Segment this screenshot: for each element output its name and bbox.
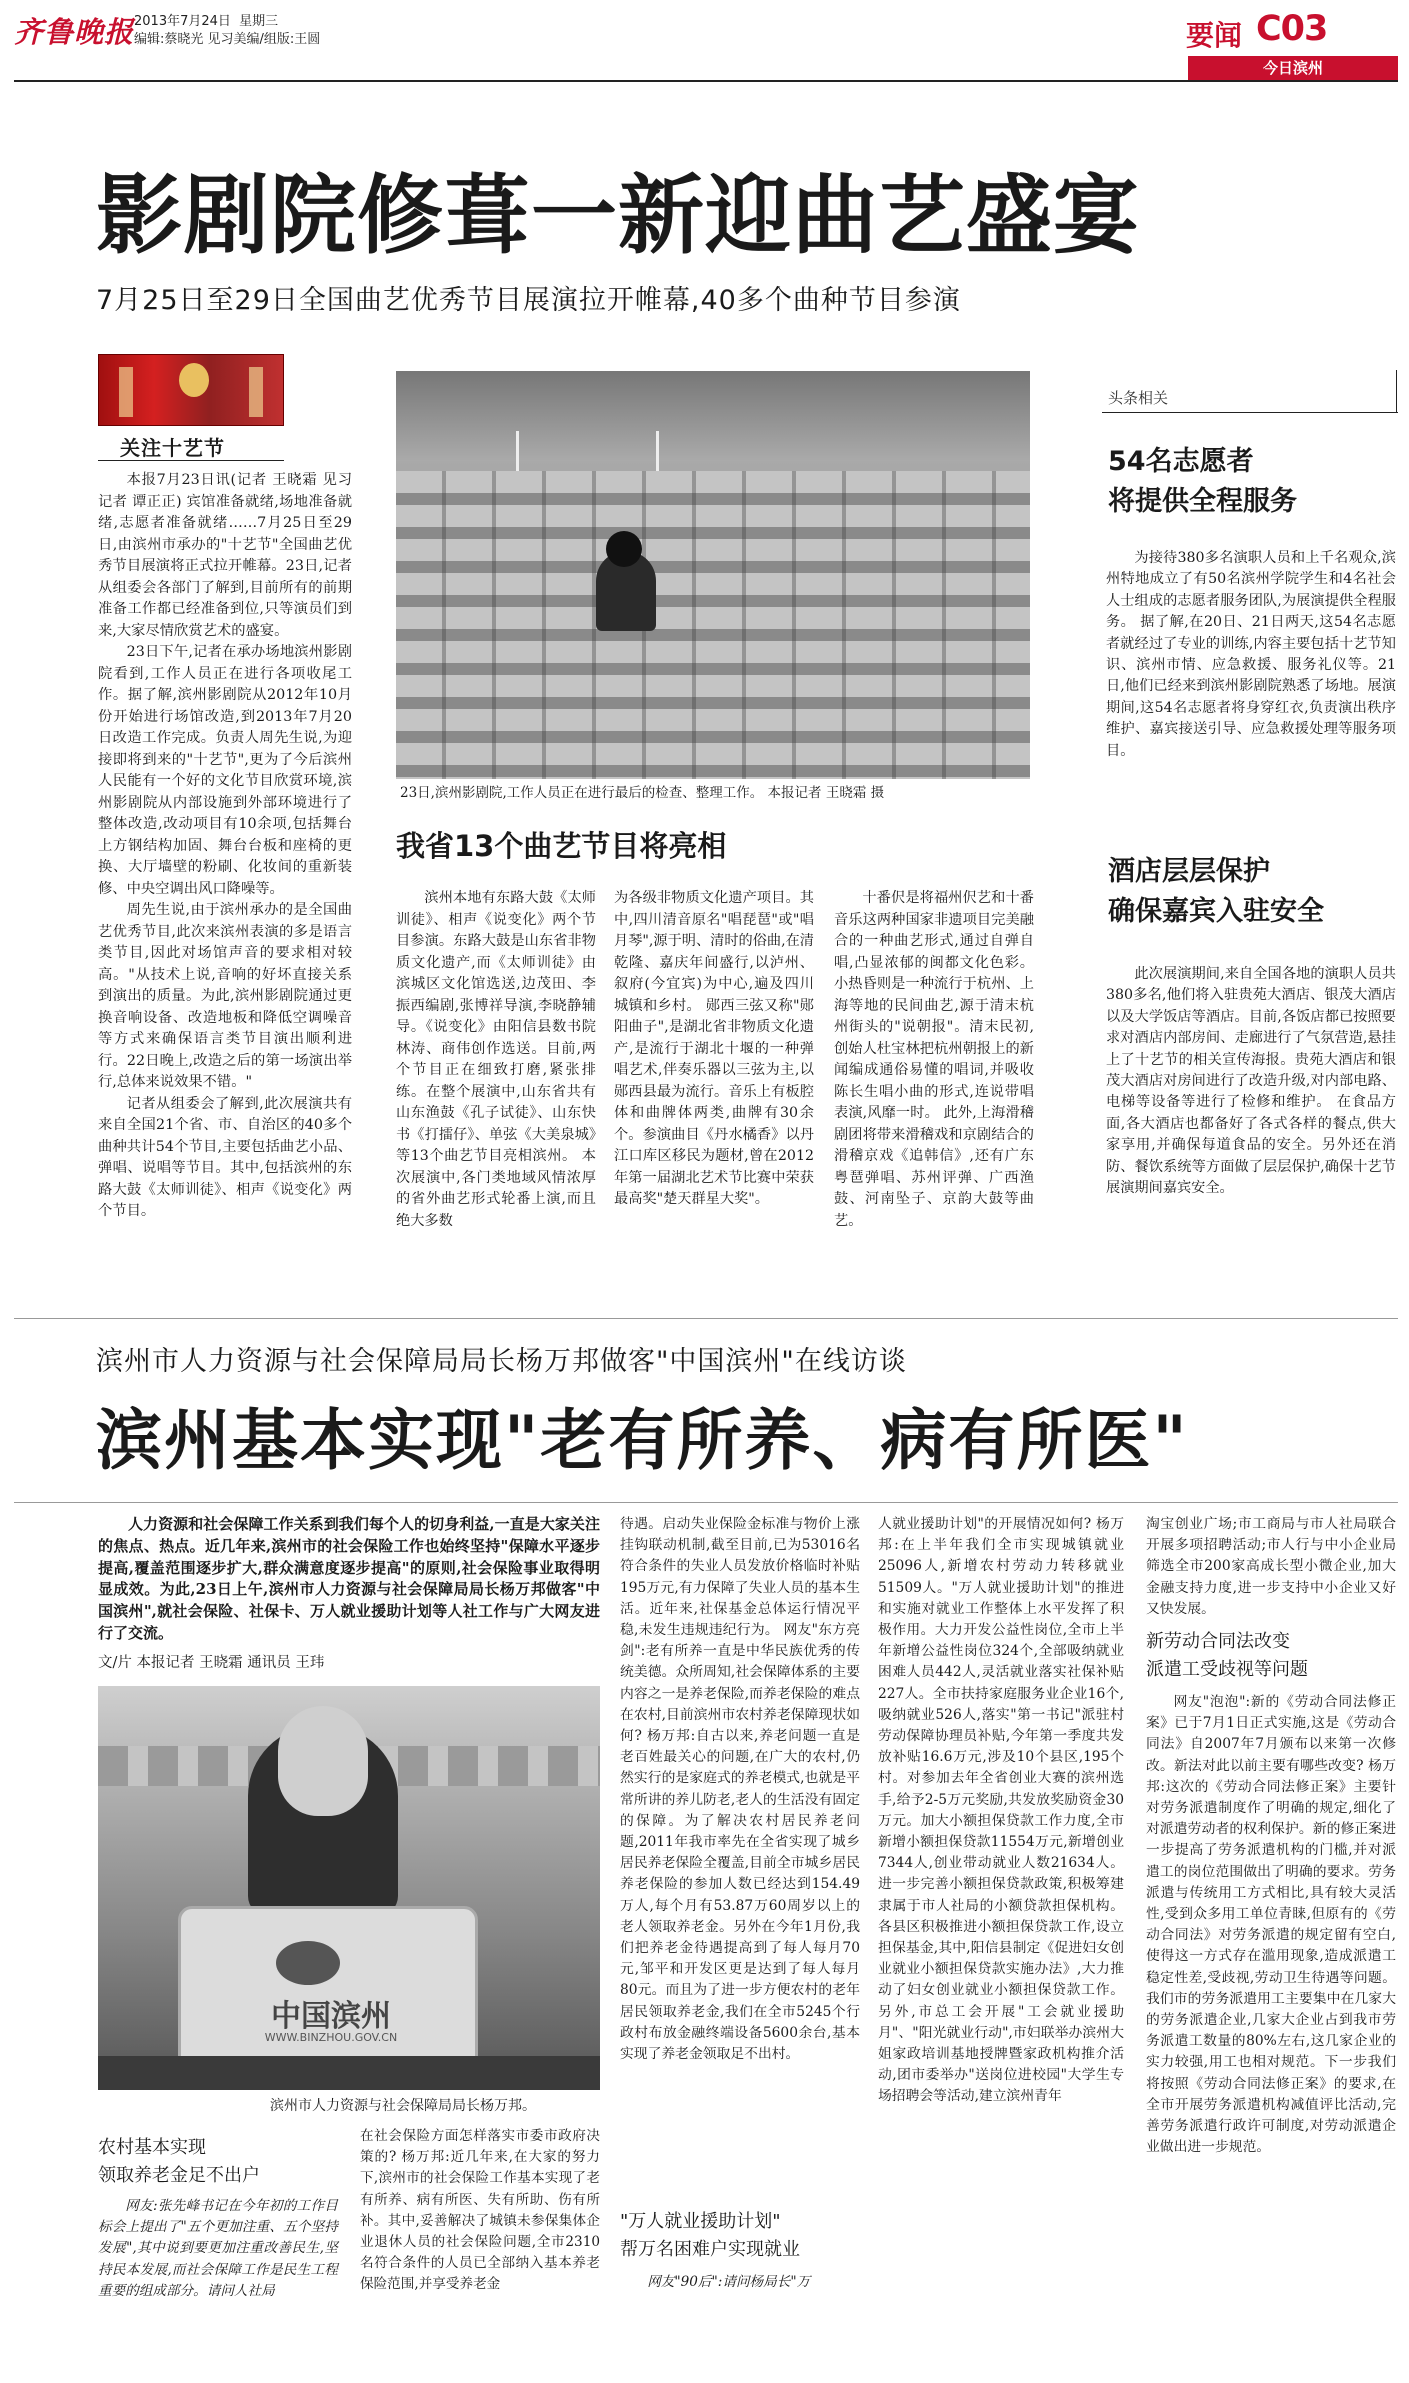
story2-subhead-1a: 农村基本实现 — [98, 2137, 206, 2158]
story2-subhead-1 — [98, 2134, 260, 2190]
story1-column-1 — [98, 470, 352, 1223]
sidebar-headline-2 — [1108, 852, 1324, 932]
editors-line: 编辑:蔡晓光 见习美编/组版:王圆 — [134, 32, 321, 47]
story2-column-b: 待遇。启动失业保险金标准与物价上涨挂钩联动机制,截至目前,已为53016名符合条件的失业人员发放价格临时补贴195万元,有力保障了失业人员的基本生活。近年来,社保基金总体运行情况平稳,未发生违规违纪行为。 网友"东方亮剑":老有所养一直是中华民族优秀的传统美德。众所周知,社会保障体系的主要内容之一是养老保险,而养老保险的难点在农村,目前滨州市农村养老保障现状如何? 杨万邦:自古以来,养老问题一直是老百姓最关心的问题,在广大的农村,仍然实行的是家庭式的养老模式,也就是平常所讲的养儿防老,老人的生活没有固定的保障。为了解决农村居民养老问题,2011年我市率先在全省实现了城乡居民养老保险全覆盖,目前全市城乡居民养老保险的参加人数已经达到154.49万人,每个月有53.87万60周岁以上的老人领取养老金。另外在今年1月份,我们把养老金待遇提高到了每人每月70元,邹平和开发区更是达到了每人每月80元。而且为了进一步方便农村的老年居民领取养老金,我们在全市5245个行政村布放金融终端设备5600余台,基本实现了养老金领取足不出村。 — [620, 1516, 860, 2063]
story2-subhead-3a: 新劳动合同法改变 — [1146, 1631, 1290, 1652]
story2-col1-tail: 网友:张先峰书记在今年初的工作目标会上提出了"五个更加注重、五个坚持发展",其中说到要更加注重改善民生,坚持民本发展,而社会保障工作是民生工程重要的组成部分。请问人社局 — [98, 2198, 338, 2299]
sub-column-1: 滨州本地有东路大鼓《太师训徒》、相声《说变化》两个节目参演。东路大鼓是山东省非物质文化遗产,而《太师训徒》由滨城区文化馆选送,边茂田、李振西编剧,张博祥导演,李晓静辅导。《说变化》由阳信县数书院林涛、商伟创作选送。目前,两个节目正在细致打磨,紧张排练。在整个展演中,山东省共有山东渔鼓《孔子试徒》、山东快书《打擂仔》、单弦《大美泉城》等13个曲艺节目亮相滨州。 本次展演中,各门类地域风情浓厚的省外曲艺形式轮番上演,而且绝大多数 — [396, 890, 596, 1229]
theater-photo — [396, 371, 1030, 779]
sidebar-text-2: 此次展演期间,来自全国各地的演职人员共380多名,他们将入驻贵苑大酒店、银茂大酒店以及大学饭店等酒店。目前,各饭店都已按照要求对酒店内部房间、走廊进行了气氛营造,悬挂上了十艺节的相关宣传海报。贵苑大酒店和银茂大酒店对房间进行了改造升级,对内部电路、电梯等设备等进行了检修和维护。 在食品方面,各大酒店也都备好了各式各样的餐点,供大家享用,并确保每道食品的安全。另外还在消防、餐饮系统等方面做了层层保护,确保十艺节展演期间嘉宾安全。 — [1106, 966, 1396, 1197]
page-number: C03 — [1256, 9, 1328, 49]
photo-caption: 23日,滨州影剧院,工作人员正在进行最后的检查、整理工作。 本报记者 王晓霜 摄 — [400, 785, 885, 801]
section-label: 要闻 — [1186, 19, 1243, 52]
story2-subhead-3b: 派遣工受歧视等问题 — [1146, 1659, 1308, 1680]
story2-column-b-tail: 网友"90后":请问杨局长"万 — [647, 2274, 811, 2290]
story2-kicker: 滨州市人力资源与社会保障局局长杨万邦做客"中国滨州"在线访谈 — [96, 1346, 907, 1377]
laptop — [178, 1906, 478, 2076]
story1-subhead: 7月25日至29日全国曲艺优秀节目展演拉开帷幕,40多个曲种节目参演 — [96, 285, 961, 316]
story2-subhead-2a: "万人就业援助计划" — [620, 2211, 781, 2232]
story2-subhead-3 — [1146, 1628, 1308, 1684]
section-tab: 今日滨州 — [1188, 56, 1398, 80]
masthead-logo: 齐鲁晚报 — [14, 15, 135, 49]
story2-subhead-2b: 帮万名困难户实现就业 — [620, 2239, 800, 2260]
story2-subhead-1b: 领取养老金足不出户 — [98, 2165, 260, 2186]
story2-column-d-2: 网友"泡泡":新的《劳动合同法修正案》已于7月1日正式实施,这是《劳动合同法》自2007年7月颁布以来第一次修改。新法对此以前主要有哪些改变? 杨万邦:这次的《劳动合同法修正案》主要针对劳务派遣制度作了明确的规定,细化了对派遣劳动者的权利保护。新的修正案进一步提高了劳务派遣机构的门槛,并对派遣工的岗位范围做出了明确的要求。劳务派遣与传统用工方式相比,具有较大灵活性,受到众多用工单位青睐,但原有的《劳动合同法》对劳务派遣的规定留有空白,使得这一方式存在滥用现象,造成派遣工稳定性差,受歧视,劳动卫生待遇等问题。我们市的劳务派遣用工主要集中在几家大的劳务派遣企业,几家大企业占到我市劳务派遣工数量的80%左右,这几家企业的实力较强,用工也相对规范。下一步我们将按照《劳动合同法修正案》的要求,在全市开展劳务派遣机构减值评比活动,完善劳务派遣行政许可制度,对劳动派遣企业做出进一步规范。 — [1146, 1694, 1396, 2156]
sub-column-3: 十番伬是将福州伬艺和十番音乐这两种国家非遗项目完美融合的一种曲艺形式,通过自弹自唱,凸显浓郁的闽都文化色彩。小热昏则是一种流行于杭州、上海等地的民间曲艺,源于清末杭州街头的"说朝报"。清末民初,创始人杜宝林把杭州朝报上的新闻编成通俗易懂的唱词,并吸收陈长生唱小曲的形式,连说带唱表演,风靡一时。 此外,上海滑稽剧团将带来滑稽戏和京剧结合的滑稽京戏《追韩信》,还有广东粤琶弹唱、苏州评弹、广西渔鼓、河南坠子、京韵大鼓等曲艺。 — [834, 890, 1034, 1229]
story2-lead: 人力资源和社会保障工作关系到我们每个人的切身利益,一直是大家关注的焦点、热点。近几年来,滨州市的社会保险工作也始终坚持"保障水平逐步提高,覆盖范围逐步扩大,群众满意度逐步提高"的原则,社会保险事业取得明显成效。为此,23日上午,滨州市人力资源与社会保障局局长杨万邦做客"中国滨州",就社会保险、社保卡、万人就业援助计划等人社工作与广大网友进行了交流。 — [98, 1515, 600, 1642]
sidebar-text-1: 为接待380多名演职人员和上千名观众,滨州特地成立了有50名滨州学院学生和4名社会人士组成的志愿者服务团队,为展演提供全程服务。 据了解,在20日、21日两天,这54名志愿者就经过了专业的训练,内容主要包括十艺节知识、滨州市情、应急救援、服务礼仪等。21日,他们已经来到滨州影剧院熟悉了场地。展演期间,这54名志愿者将身穿红衣,负责演出秩序维护、嘉宾接送引导、应急救援处理等服务项目。 — [1106, 550, 1396, 759]
story2-column-d: 淘宝创业广场;市工商局与市人社局联合开展多项招聘活动;市人行与中小企业局筛选全市200家高成长型小微企业,加大金融支持力度,进一步支持中小企业又好又快发展。 — [1146, 1516, 1396, 1617]
banner-image — [98, 354, 284, 426]
story2-col2-tail: 在社会保险方面怎样落实市委市政府决策的? 杨万邦:近几年来,在大家的努力下,滨州市的社会保险工作基本实现了老有所养、病有所医、失有所助、伤有所补。其中,妥善解决了城镇未参保集体企业退休人员的社会保险问题,全市2310名符合条件的人员已全部纳入基本养老保险范围,并享受养老金 — [360, 2128, 600, 2293]
issue-weekday: 星期三 — [239, 14, 279, 29]
story1-headline: 影剧院修葺一新迎曲艺盛宴 — [96, 165, 1140, 266]
sub-headline: 我省13个曲艺节目将亮相 — [396, 829, 727, 863]
story2-column-c: 人就业援助计划"的开展情况如何? 杨万邦:在上半年我们全市实现城镇就业25096人,新增农村劳动力转移就业51509人。"万人就业援助计划"的推进和实施对就业工作整体上水平发挥了积极作用。大力开发公益性岗位,全市上半年新增公益性岗位324个,全部吸纳就业困难人员442人,灵活就业落实社保补贴227人。全市扶持家庭服务业企业16个,吸纳就业526人,落实"第一书记"派驻村劳动保障协理员补贴,今年第一季度共发放补贴16.6万元,涉及10个县区,195个村。对参加去年全省创业大赛的滨州选手,给予2-5万元奖励,共发放奖励资金30万元。加大小额担保贷款工作力度,全市新增小额担保贷款11554万元,新增创业7344人,创业带动就业人数21634人。进一步完善小额担保贷款政策,积极筹建隶属于市人社局的小额贷款担保机构。各县区积极推进小额担保贷款工作,设立担保基金,其中,阳信县制定《促进妇女创业就业小额担保贷款实施办法》,大力推动了妇女创业就业小额担保贷款工作。 另外,市总工会开展"工会就业援助月"、"阳光就业行动",市妇联举办滨州大姐家政培训基地授牌暨家政机构推介活动,团市委举办"送岗位进校园"大学生专场招聘会等活动,建立滨州青年 — [878, 1516, 1124, 2105]
laptop-logo-text: 中国滨州 — [271, 1999, 391, 2034]
banner-label: 关注十艺节 — [120, 436, 225, 460]
story2-photo-caption: 滨州市人力资源与社会保障局局长杨万邦。 — [270, 2098, 536, 2114]
sub-column-2: 为各级非物质文化遗产项目。其中,四川清音原名"唱琵琶"或"唱月琴",源于明、清时的俗曲,在清乾隆、嘉庆年间盛行,以泸州、叙府(今宜宾)为中心,遍及四川城镇和乡村。 郧西三弦又称"郧阳曲子",是湖北省非物质文化遗产,是流行于湖北十堰的一种弹唱艺术,伴奏乐器以三弦为主,以郧西县最为流行。音乐上有板腔体和曲牌体两类,曲牌有30余个。参演曲目《丹水橘香》以丹江口库区移民为题材,曾在2012年第一届湖北艺术节比赛中荣获最高奖"楚天群星大奖"。 — [614, 890, 814, 1207]
sidebar-headline-1b: 将提供全程服务 — [1108, 486, 1297, 517]
story1-para: 记者从组委会了解到,此次展演共有来自全国21个省、市、自治区的40多个曲种共计54个节目,主要包括曲艺小品、弹唱、说唱等节目。其中,包括滨州的东路大鼓《太师训徒》、相声《说变化》两个节目。 — [98, 1095, 352, 1219]
sidebar-headline-2b: 确保嘉宾入驻安全 — [1108, 896, 1324, 927]
story2-subhead-2 — [620, 2208, 800, 2264]
logo-icon — [276, 1941, 340, 1985]
banner-emblem-icon — [179, 363, 209, 397]
story1-para: 周先生说,由于滨州承办的是全国曲艺优秀节目,此次来滨州表演的多是语言类节目,因此对场馆声音的要求相对较高。"从技术上说,音响的好坏直接关系到演出的质量。为此,滨州影剧院通过更换音响设备、改造地板和降低空调噪音等方式来确保语言类节目演出顺利进行。22日晚上,改造之后的第一场演出举行,总体来说效果不错。" — [98, 902, 352, 1090]
issue-info — [134, 13, 320, 49]
sidebar-label: 头条相关 — [1108, 389, 1169, 407]
sidebar-headline-1a: 54名志愿者 — [1108, 446, 1254, 477]
laptop-url: WWW.BINZHOU.GOV.CN — [264, 2031, 398, 2044]
story2-byline: 文/片 本报记者 王晓霜 通讯员 王玮 — [98, 1655, 325, 1671]
official-photo — [98, 1686, 600, 2090]
sidebar-headline-1 — [1108, 442, 1297, 522]
issue-date: 2013年7月24日 — [134, 14, 231, 29]
story1-para: 23日下午,记者在承办场地滨州影剧院看到,工作人员正在进行各项收尾工作。据了解,滨州影剧院从2012年10月份开始进行场馆改造,到2013年7月20日改造工作完成。负责人周先生说,为迎接即将到来的"十艺节",更为了今后滨州人民能有一个好的文化节目欣赏环境,滨州影剧院从内部设施到外部环境进行了整体改造,改动项目有10余项,包括舞台上方钢结构加固、舞台台板和座椅的更换、大厅墙壁的粉刷、化妆间的重新装修、中央空调出风口降噪等。 — [98, 644, 352, 897]
story1-para: 本报7月23日讯(记者 王晓霜 见习记者 谭正正) 宾馆准备就绪,场地准备就绪,志愿者准备就绪……7月25日至29日,由滨州市承办的"十艺节"全国曲艺优秀节目展演将正式拉开帷幕。23日,记者从组委会各部门了解到,目前所有的前期准备工作都已经准备到位,只等演员们到来,大家尽情欣赏艺术的盛宴。 — [98, 472, 352, 639]
story2-headline: 滨州基本实现"老有所养、病有所医" — [96, 1401, 1189, 1479]
sidebar-headline-2a: 酒店层层保护 — [1108, 856, 1270, 887]
